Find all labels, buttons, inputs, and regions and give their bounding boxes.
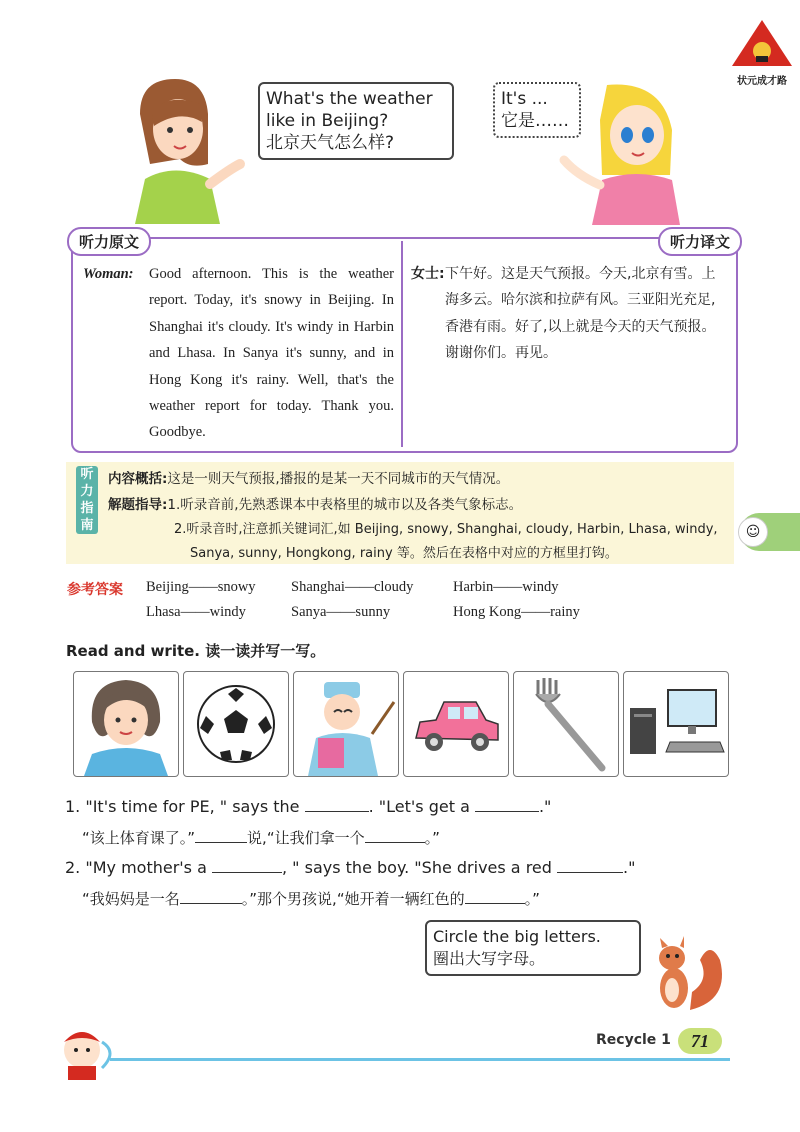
tips-line — [108, 493, 522, 513]
footer-line — [110, 1058, 730, 1061]
answer-zh: 它是…… — [501, 111, 569, 131]
listening-transcript — [71, 233, 738, 453]
car-icon — [404, 672, 508, 776]
girl-icon — [74, 672, 178, 776]
computer-icon — [624, 672, 728, 776]
answer-item: Sanya——sunny — [291, 604, 391, 620]
answer-item: Harbin——windy — [453, 579, 559, 595]
circle-instruction-bubble — [425, 920, 641, 976]
answer-item: Shanghai——cloudy — [291, 579, 414, 595]
q1-part-c: ." — [538, 797, 552, 816]
side-tab-face-icon: ☺ — [738, 517, 768, 547]
brand-logo — [730, 18, 794, 86]
answer-en: It's ... — [501, 89, 548, 109]
speaker-en: Woman: — [83, 266, 134, 282]
transcript-zh: 下午好。这是天气预报。今天,北京有雪。上海多云。哈尔滨和拉萨有风。三亚阳光充足,香港有雨。好了,以上就是今天的天气预报。谢谢你们。再见。 — [445, 266, 716, 362]
mascot-illustration — [52, 1022, 122, 1082]
question-en: What's the weather like in Beijing? — [266, 89, 433, 131]
answer-item: Lhasa——windy — [146, 604, 246, 620]
q2-blank-2[interactable] — [557, 858, 623, 873]
circle-instruction-zh: 圈出大写字母。 — [433, 949, 546, 968]
q2-zh-part-c: 。” — [524, 890, 540, 908]
q1-zh-part-b: 说,“让我们拿一个 — [247, 829, 365, 847]
q2-blank-1[interactable] — [212, 858, 282, 873]
question-1-zh — [82, 827, 440, 848]
picture-computer — [623, 671, 729, 777]
q1-blank-1[interactable] — [305, 797, 369, 812]
answer-item: Hong Kong——rainy — [453, 604, 580, 620]
doctor-icon — [294, 672, 398, 776]
read-write-title: Read and write. 读一读并写一写。 — [66, 642, 326, 660]
q1-zh-blank-2[interactable] — [365, 828, 425, 843]
girl-right-illustration — [552, 80, 692, 225]
summary-line — [108, 467, 509, 487]
squirrel-illustration — [640, 930, 730, 1020]
q2-zh-part-a: “我妈妈是一名 — [82, 890, 180, 908]
q1-zh-part-c: 。” — [424, 829, 440, 847]
listening-guide — [66, 462, 734, 564]
tips-label: 解题指导: — [108, 497, 168, 513]
fork-icon — [514, 672, 618, 776]
picture-car — [403, 671, 509, 777]
question-zh: 北京天气怎么样? — [266, 133, 395, 153]
circle-instruction-en: Circle the big letters. — [433, 927, 601, 946]
picture-doctor — [293, 671, 399, 777]
picture-football — [183, 671, 289, 777]
girl-left-illustration — [120, 74, 270, 224]
summary-label: 内容概括: — [108, 471, 168, 487]
question-bubble — [258, 82, 454, 160]
tab-translation: 听力译文 — [658, 227, 742, 256]
answer-item: Beijing——snowy — [146, 579, 256, 595]
picture-fork — [513, 671, 619, 777]
q2-zh-blank-1[interactable] — [180, 889, 242, 904]
tip-2-line-1: 2.听录音时,注意抓关键词汇,如 Beijing, snowy, Shanghai, cloudy, Harbin, Lhasa, windy, — [174, 522, 718, 537]
footer-section: Recycle 1 — [596, 1032, 671, 1048]
page-number: 71 — [691, 1031, 709, 1051]
q1-part-a: 1. "It's time for PE, " says the — [65, 797, 300, 816]
q2-zh-blank-2[interactable] — [465, 889, 525, 904]
q1-part-b: . "Let's get a — [368, 797, 470, 816]
side-tab — [740, 513, 800, 551]
page-number-badge — [678, 1028, 722, 1054]
question-2 — [65, 858, 635, 877]
transcript-en: Good afternoon. This is the weather report. Today, it's snowy in Beijing. In Shanghai it's cloudy. It's windy in Harbin and Lhasa. In Sanya it's sunny, and in Hong Kong it's rainy. Well, that's the weather report for today. Thank you. Goodbye. — [149, 266, 394, 441]
q2-part-a: 2. "My mother's a — [65, 858, 207, 877]
picture-girl — [73, 671, 179, 777]
answers-label: 参考答案 — [67, 582, 123, 598]
q2-zh-part-b: 。”那个男孩说,“她开着一辆红色的 — [241, 890, 465, 908]
logo-caption: 状元成才路 — [737, 76, 787, 87]
logo-triangle-icon — [730, 18, 794, 68]
q2-part-c: ." — [623, 858, 636, 877]
tip-2-line-2: Sanya, sunny, Hongkong, rainy 等。然后在表格中对应的方框里打钩。 — [190, 546, 618, 561]
q1-blank-2[interactable] — [475, 797, 539, 812]
guide-tag: 听力指南 — [76, 466, 98, 534]
question-1 — [65, 797, 551, 816]
question-2-zh — [82, 888, 540, 909]
summary-text: 这是一则天气预报,播报的是某一天不同城市的天气情况。 — [167, 471, 510, 487]
q1-zh-part-a: “该上体育课了。” — [82, 829, 196, 847]
q2-part-b: , " says the boy. "She drives a red — [282, 858, 552, 877]
football-icon — [184, 672, 288, 776]
tip-1: 1.听录音前,先熟悉课本中表格里的城市以及各类气象标志。 — [167, 497, 523, 513]
q1-zh-blank-1[interactable] — [195, 828, 247, 843]
speaker-zh: 女士: — [411, 266, 445, 282]
tab-original-text: 听力原文 — [67, 227, 151, 256]
transcript-divider — [401, 241, 403, 447]
